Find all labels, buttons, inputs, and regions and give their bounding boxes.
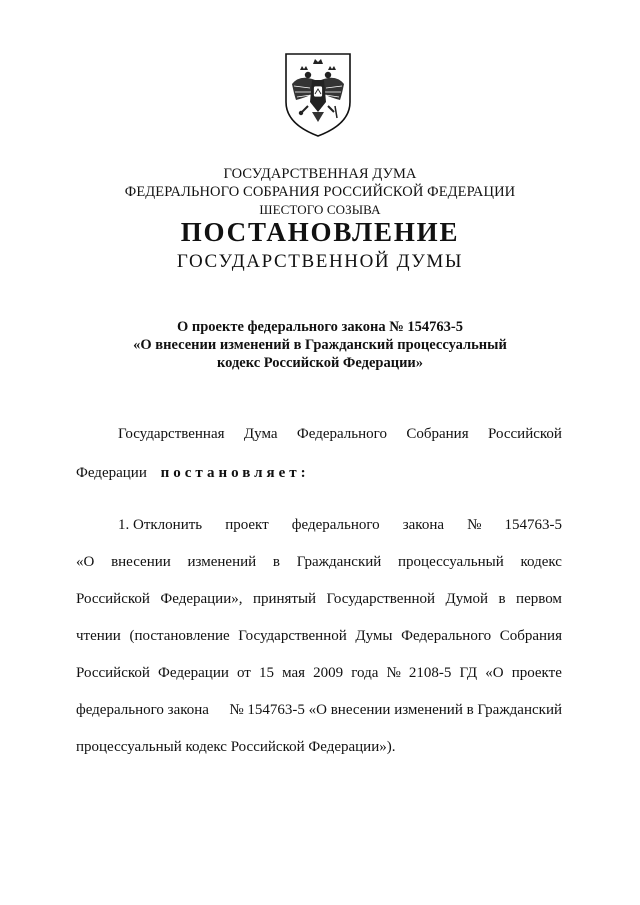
- clause-word: Думы: [355, 628, 393, 644]
- resolves-keyword: постановляет:: [160, 465, 310, 481]
- preamble-word: Государственная: [118, 426, 225, 442]
- preamble-word: Федерации: [76, 465, 147, 481]
- clause-word: № 154763-5 «О внесении изменений в Гражданский: [229, 702, 562, 718]
- clause-word: Федерации»,: [160, 591, 243, 607]
- subject-line-3: кодекс Российской Федерации»: [216, 355, 424, 371]
- clause-word: Федерации: [158, 665, 229, 681]
- clause-word: в: [272, 554, 280, 570]
- clause-word: 2009: [313, 665, 344, 681]
- clause-line-4: [76, 627, 562, 645]
- clause-word: 154763-5: [504, 517, 562, 533]
- clause-word: от: [237, 665, 251, 681]
- clause-word: года: [351, 665, 379, 681]
- clause-word: принятый: [252, 591, 317, 607]
- clause-word: №: [467, 517, 482, 533]
- clause-line-3: [76, 590, 562, 608]
- clause-word: мая: [282, 665, 306, 681]
- clause-word: Федерального: [401, 628, 492, 644]
- russian-coat-of-arms-icon: [280, 50, 356, 140]
- clause-word: Государственной: [238, 628, 347, 644]
- header-line-3: ШЕСТОГО СОЗЫВА: [259, 202, 381, 217]
- clause-word: Думой: [445, 591, 489, 607]
- clause-word: (постановление: [129, 628, 230, 644]
- clause-word: кодекс: [520, 554, 562, 570]
- clause-line-6: [76, 701, 562, 719]
- subject-line-1: О проекте федерального закона № 154763-5: [176, 319, 464, 335]
- clause-line-5: [76, 664, 562, 682]
- preamble-word: Российской: [488, 426, 562, 442]
- clause-word: проект: [225, 517, 269, 533]
- clause-word: внесении: [111, 554, 171, 570]
- clause-word: «О: [485, 665, 504, 681]
- preamble-word: Федерального: [296, 426, 387, 442]
- document-type-title: ПОСТАНОВЛЕНИЕ: [180, 217, 460, 247]
- clause-word: 2108-5: [408, 665, 452, 681]
- clause-word: проекте: [511, 665, 562, 681]
- header-line-2: ФЕДЕРАЛЬНОГО СОБРАНИЯ РОССИЙСКОЙ ФЕДЕРАЦИИ: [124, 183, 516, 200]
- clause-word: федерального закона: [76, 702, 209, 718]
- clause-word: «О: [76, 554, 95, 570]
- clause-word: Российской: [76, 591, 150, 607]
- clause-word: в: [498, 591, 506, 607]
- clause-word: Государственной: [326, 591, 436, 607]
- preamble-word: Дума: [243, 426, 278, 442]
- clause-word: чтении: [76, 628, 121, 644]
- header-line-1: ГОСУДАРСТВЕННАЯ ДУМА: [223, 166, 417, 182]
- clause-word: закона: [402, 517, 445, 533]
- subject-line-2: «О внесении изменений в Гражданский процессуальный: [133, 337, 507, 353]
- document-issuer-subtitle: ГОСУДАРСТВЕННОЙ ДУМЫ: [176, 251, 464, 272]
- document-subject: [0, 318, 640, 372]
- clause-line-1: [118, 516, 562, 534]
- issuing-body-header: [0, 166, 640, 219]
- preamble-line-2: [76, 464, 310, 482]
- clause-line-7: процессуальный кодекс Российской Федерации»).: [76, 739, 396, 755]
- clause-word: процессуальный: [398, 554, 504, 570]
- clause-line-2: [76, 553, 562, 571]
- clause-word: первом: [516, 591, 562, 607]
- clause-word: 1. Отклонить: [118, 517, 203, 533]
- clause-word: федерального: [291, 517, 380, 533]
- clause-word: Собрания: [499, 628, 562, 644]
- clause-word: ГД: [459, 665, 478, 681]
- clause-word: изменений: [187, 554, 257, 570]
- clause-word: Российской: [76, 665, 150, 681]
- preamble-word: Собрания: [406, 426, 469, 442]
- clause-word: 15: [258, 665, 274, 681]
- clause-word: №: [386, 665, 401, 681]
- preamble-line-1: [118, 425, 562, 443]
- clause-word: Гражданский: [296, 554, 382, 570]
